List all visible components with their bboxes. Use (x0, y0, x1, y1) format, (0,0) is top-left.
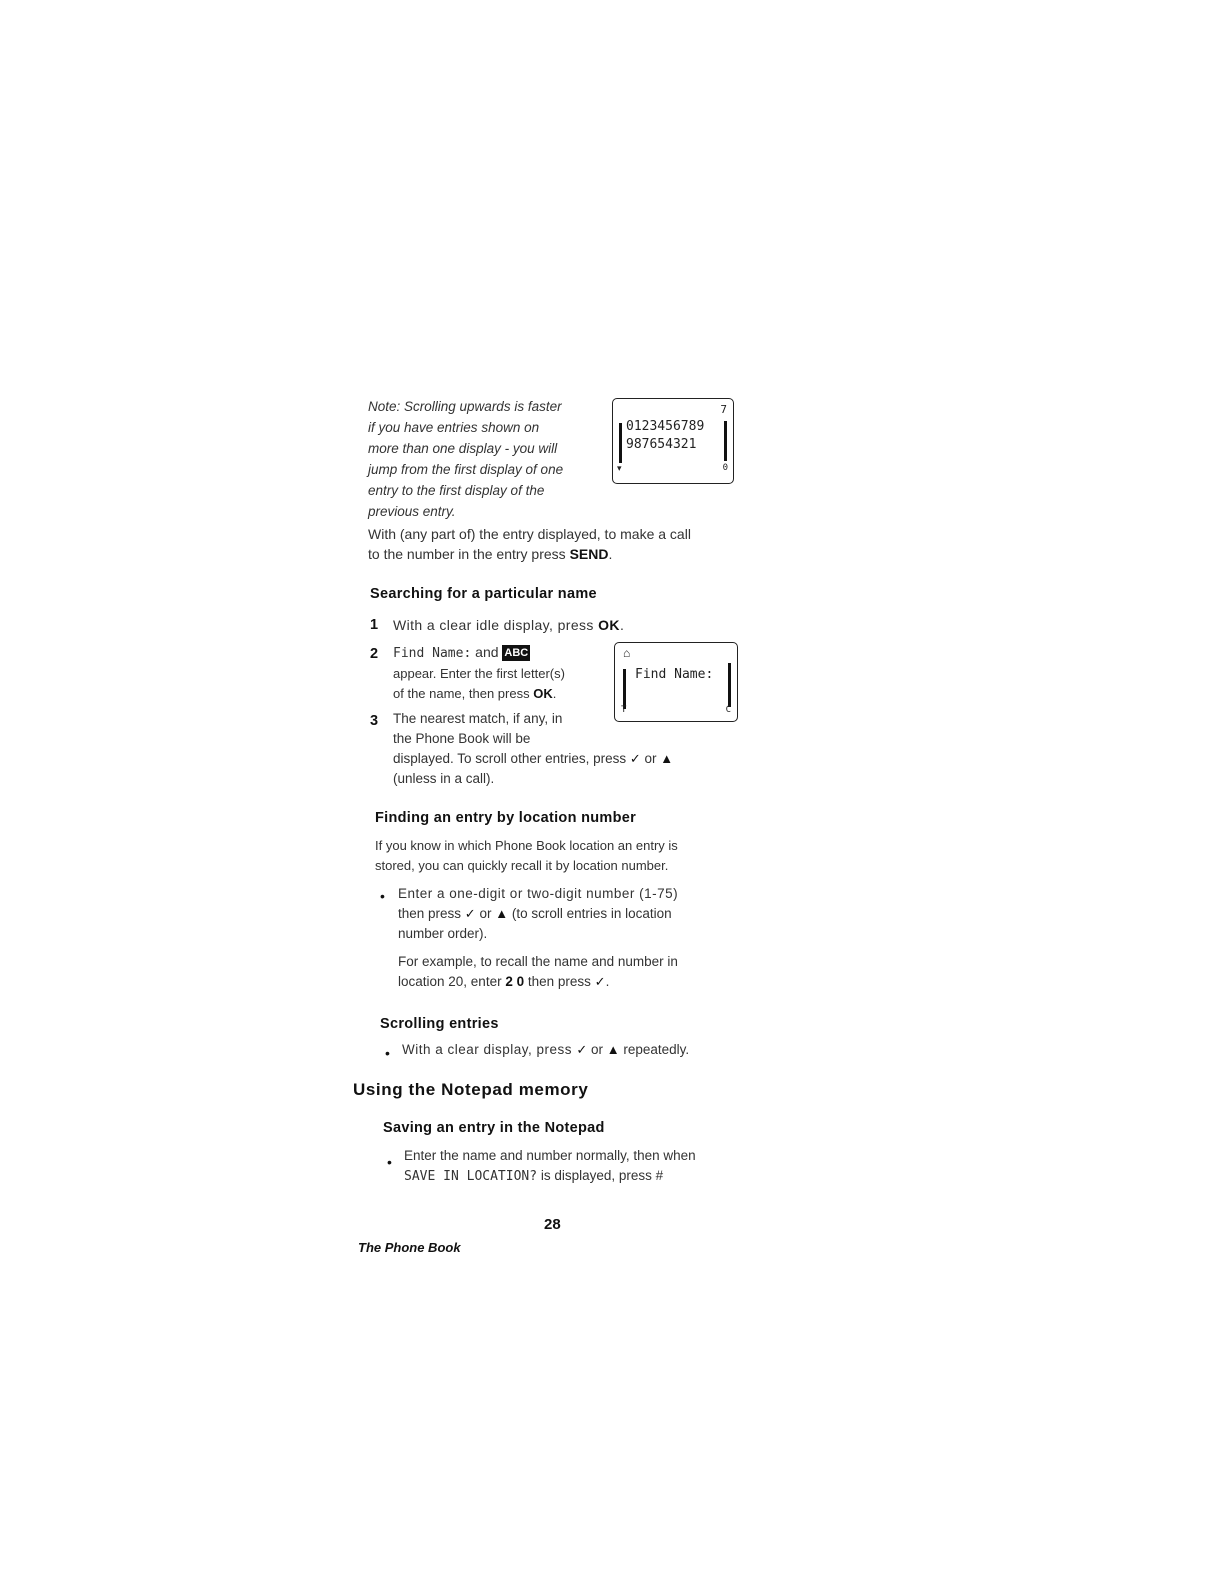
scroll-down-key-icon: ✓︎ (464, 906, 476, 921)
bullet-text: (to scroll entries in location (508, 906, 672, 921)
bullet-text: then press (398, 906, 465, 921)
step-number: 1 (370, 617, 379, 633)
display-text: Find Name: (635, 667, 714, 682)
find-name-mono: Find Name: (393, 646, 472, 661)
scroll-down-key-icon: ✓︎ (576, 1042, 588, 1057)
abc-mode-icon: ABC (504, 647, 529, 659)
step-2-line (393, 684, 603, 704)
step-2-line: appear. Enter the first letter(s) (393, 666, 565, 681)
step-text: of the name, then press (393, 686, 534, 701)
call-line: With (any part of) the entry displayed, to make a call (368, 526, 691, 542)
example-text: then press (524, 974, 595, 989)
scroll-up-key-icon: ▲ (660, 751, 674, 766)
note-line: more than one display - you will (368, 441, 558, 456)
period: . (552, 686, 557, 701)
finding-bullet-line: number order). (398, 926, 488, 941)
example-paragraph (398, 952, 748, 992)
ok-key: OK (598, 617, 620, 633)
section-heading-searching: Searching for a particular name (370, 586, 597, 602)
example-text: location 20, enter (398, 974, 506, 989)
step-text: displayed. To scroll other entries, press (393, 751, 630, 766)
step-3-line: the Phone Book will be (393, 731, 531, 746)
note-line: previous entry. (368, 504, 456, 519)
scroll-bar-right (724, 421, 727, 461)
finding-bullet-line: Enter a one-digit or two-digit number (1-75) (398, 886, 679, 901)
page-number: 28 (544, 1216, 561, 1233)
ok-key: OK (533, 686, 553, 701)
finding-bullet-text (398, 884, 748, 944)
scroll-up-key-icon: ▲ (495, 906, 509, 921)
example-line (398, 972, 748, 992)
bullet-dot: • (380, 888, 385, 904)
section-heading-finding: Finding an entry by location number (375, 810, 637, 826)
step-1-text (393, 615, 624, 635)
notepad-bullet-text (404, 1146, 764, 1187)
call-paragraph (368, 524, 738, 564)
or-text: or (475, 906, 496, 921)
call-text: to the number in the entry press (368, 546, 570, 562)
step-number: 2 (370, 646, 379, 662)
scroll-bar-left (623, 669, 626, 709)
step-3-text (393, 709, 743, 789)
scroll-down-key-icon: ✓︎ (594, 974, 606, 989)
period: . (605, 974, 610, 989)
period: . (619, 617, 625, 633)
display-number-line: 0123456789 (626, 419, 705, 434)
scrolling-note (368, 396, 606, 522)
or-text: or (640, 751, 661, 766)
step-2-text (393, 642, 603, 704)
step-3-line: (unless in a call). (393, 771, 495, 786)
call-line (368, 544, 738, 564)
save-in-location-mono: SAVE IN LOCATION? (404, 1169, 538, 1184)
key-sequence: 2 0 (505, 974, 525, 989)
step-3-line: The nearest match, if any, in (393, 711, 563, 726)
bullet-text: With a clear display, press (402, 1042, 577, 1057)
scroll-up-key-icon: ▲ (606, 1042, 620, 1057)
period: . (608, 546, 613, 562)
bullet-text: repeatedly. (619, 1042, 690, 1057)
note-line: if you have entries shown on (368, 420, 540, 435)
finding-paragraph (375, 836, 745, 876)
notepad-line: Enter the name and number normally, then when (404, 1148, 696, 1163)
display-indicator: 7 (720, 403, 727, 416)
scroll-down-icon: ▾ (617, 463, 622, 473)
section-heading-scrolling: Scrolling entries (380, 1016, 499, 1032)
example-line: For example, to recall the name and number in (398, 954, 678, 969)
scrolling-bullet-text (402, 1040, 762, 1060)
step-2-line (393, 642, 603, 664)
note-line: entry to the first display of the (368, 483, 545, 498)
display-indicator: T (621, 705, 627, 715)
section-heading-notepad: Using the Notepad memory (353, 1080, 589, 1099)
step-number: 3 (370, 713, 379, 729)
display-indicator: C (725, 705, 731, 715)
scroll-bar-right (728, 663, 731, 707)
bullet-dot: • (387, 1154, 392, 1170)
finding-bullet-line (398, 904, 748, 924)
scroll-down-key-icon: ✓︎ (629, 751, 641, 766)
or-text: or (587, 1042, 607, 1057)
footer-section-title: The Phone Book (358, 1240, 461, 1255)
step-3-line (393, 749, 743, 769)
display-number-line: 987654321 (626, 437, 697, 452)
note-line: Note: Scrolling upwards is faster (368, 399, 562, 414)
bullet-dot: • (385, 1045, 390, 1061)
finding-line: If you know in which Phone Book location an entry is (375, 838, 678, 853)
bullet-text: is displayed, press # (537, 1168, 664, 1183)
home-icon: ⌂ (623, 646, 631, 660)
subheading-saving: Saving an entry in the Notepad (383, 1120, 605, 1136)
phone-display-illustration (612, 398, 734, 484)
scroll-bar-left (619, 423, 622, 463)
notepad-line (404, 1166, 764, 1187)
display-indicator: 0 (722, 463, 728, 473)
send-key: SEND (569, 546, 609, 562)
and-text: and (471, 644, 503, 660)
note-line: jump from the first display of one (368, 462, 564, 477)
step-text: With a clear idle display, press (393, 617, 599, 633)
finding-line: stored, you can quickly recall it by location number. (375, 858, 669, 873)
